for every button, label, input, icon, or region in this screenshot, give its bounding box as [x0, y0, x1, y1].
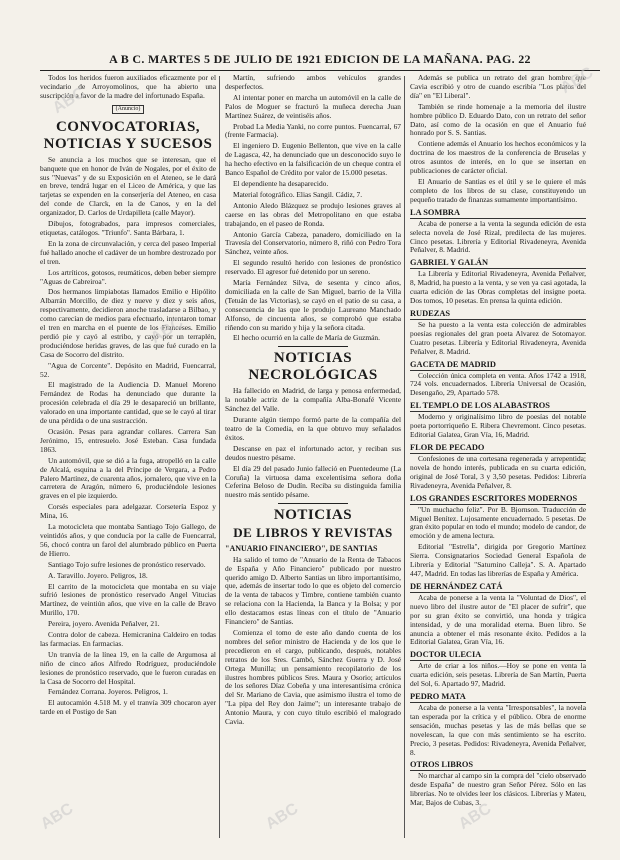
- column-3: [410, 74, 586, 844]
- paragraph: El día 29 del pasado Junio falleció en Puentedeume (La Coruña) la virtuosa dama excelentísima señora doña Ceferina Beloso de Dudín. Reciba su distinguida familia nuestro más sentido pésame.: [225, 463, 401, 500]
- book-notice: "Un muchacho feliz". Por B. Bjornson. Traducción de Miguel Benítez. Lujosamente encuadernado. 5 pesetas. De gran éxito popular en todo el mundo; modelo de candor, de emoción y de amena lectura.: [410, 504, 586, 541]
- paragraph: Descanse en paz el infortunado actor, y reciban sus deudos nuestro pésame.: [225, 443, 401, 462]
- paragraph: Contra dolor de cabeza. Hemicranina Caldeiro en todas las farmacias. En farmacias.: [40, 630, 216, 648]
- column-separator: [219, 76, 220, 838]
- book-heading: EL TEMPLO DE LOS ALABASTROS: [410, 401, 586, 412]
- book-heading: PEDRO MATA: [410, 692, 586, 703]
- paragraph: El magistrado de la Audiencia D. Manuel Moreno Fernández de Rodas ha denunciado que durante la procesión celebrada el día 29 le desapareció un brillante, valorado en una importante cantidad, que se le cayó al tirar de una pérdida o de una sustracción.: [40, 380, 216, 426]
- paragraph: Además se publica un retrato del gran hombre que Cavia escribió y otro de cuando escribía "Los platos del día" en "El Liberal".: [410, 74, 586, 100]
- book-heading: FLOR DE PECADO: [410, 443, 586, 454]
- book-notice: Confesiones de una cortesana regenerada y arrepentida; novela de hondo interés, publicada en su cuarta edición, original de José Toral, 3 y 3,50 pesetas. Pedidos: Librería Rivadeneyra, Avenida Peñalver, 8.: [410, 454, 586, 490]
- paragraph: Al intentar poner en marcha un automóvil en la calle de Palos de Moguer se fracturó la muñeca derecha Juan Martínez Suárez, de veintiséis años.: [225, 92, 401, 120]
- watermark: ABC: [37, 800, 77, 833]
- book-heading: DOCTOR ULECIA: [410, 650, 586, 661]
- book-heading: LA SOMBRA: [410, 208, 586, 219]
- paragraph: El hecho ocurrió en la calle de María de Guzmán.: [233, 333, 380, 343]
- column-1: [37, 74, 216, 844]
- paragraph: Ocasión. Pesas para agrandar collares. Carrera San Jerónimo, 15, entresuelo. José Esteban. Casa fundada 1863.: [40, 427, 216, 454]
- paragraph: El carrito de la motocicleta que montaba en su viaje sufrió lesiones de pronóstico reservado Angel Vitucias Martínez, de veintiún años, que vive en la calle de Bravo Murillo, 170.: [40, 581, 216, 618]
- watermark: ABC: [147, 314, 187, 347]
- watermark: ABC: [557, 64, 597, 97]
- paragraph: El dependiente ha desaparecido.: [233, 178, 329, 188]
- paragraph: Santiago Tojo sufre lesiones de pronóstico reservado.: [48, 559, 206, 569]
- book-notice: Colección única completa en venta. Años 1742 a 1918, 724 vols. encuadernados. Librería Universal de Ocasión, Desengaño, 29, Apartado 578.: [410, 370, 586, 398]
- book-notice: Arte de criar a los niños.—Hoy se pone en venta la cuarta edición, seis pesetas. Librería de San Martín, Puerta del Sol, 6. Apartado 97, Madrid.: [410, 661, 586, 689]
- section-title-libros: NOTICIAS DE LIBROS Y REVISTAS: [233, 507, 393, 541]
- book-heading: DE HERNÁNDEZ CATÁ: [410, 582, 586, 593]
- paragraph: Todos los heridos fueron auxiliados eficazmente por el vecindario de Arroyomolinos, que ha abierto una suscripción a favor de la madre del infortunado España.: [40, 74, 216, 100]
- column-separator: [404, 76, 405, 838]
- book-notice: Acaba de ponerse a la venta la segunda edición de esta selecta novela de José Rizal, predilecta de las mujeres. Cinco pesetas. Librería y Editorial Rivadeneyra, Avenida Peñalver, 8. Madrid.: [410, 218, 586, 255]
- book-notice: Editorial "Estrella", dirigida por Gregorio Martínez Sierra. Consignatarios Sociedad General Española de Librería y Editorial "Saturnino Calleja". S. A. Apartado 447, Madrid. En todas las librerías de España y América.: [410, 542, 586, 578]
- header-rule: [40, 70, 600, 71]
- paragraph: El segundo resultó herido con lesiones de pronóstico reservado. El agresor fué detenido por un sereno.: [225, 258, 401, 277]
- paragraph: Contiene además el Anuario los hechos económicos y la doctrina de los maestros de la conferencia de Bruselas y otros asuntos de interés, en lo que se insertan en publicaciones de carácter oficial.: [410, 139, 586, 176]
- paragraph: Dibujos, fotograbados, para impresos comerciales, etiquetas, catálogos. "Triunfo". Santa Bárbara, 1.: [40, 219, 216, 237]
- book-notice: No marchar al campo sin la compra del "cielo observado desde España" de nuestro gran Señor Pérez. Sólo en las librerías. No te olvides leer los clásicos. Librerías y Mateu, Mar, Bajos de Cubas, 3.: [410, 771, 586, 808]
- paragraph: En la zona de circunvalación, y cerca del paseo Imperial fué hallado anoche el cadáver de un hombre destrozado por el tren.: [40, 238, 216, 266]
- watermark: ABC: [49, 84, 89, 117]
- section-title-convocatorias: CONVOCATORIAS, NOTICIAS Y SUCESOS: [43, 118, 213, 152]
- book-heading: OTROS LIBROS: [410, 760, 586, 771]
- paragraph: El Anuario de Santias es el útil y se le quiere el más completo de los libros de su clase, constituyendo un pequeño tratado de finanzas sumamente importantísimo.: [410, 176, 586, 204]
- paragraph: Dos hermanos limpiabotas llamados Emilio e Hipólito Albarrán Morcillo, de diez y nueve y diez y seis años, respectivamente, decidieron anoche trasladarse a Bilbao, y como carecían de medios para efectuarlo, intentaron tomar el tren en marcha en el puente de los Franceses. Emilio perdió pie y cayó al estribo, y cayó por un terraplén, produciéndose heridas graves, de las que fué curado en la Casa de Socorro del distrito.: [40, 287, 216, 359]
- paragraph: Comienza el tomo de este año dando cuenta de los nombres del señor ministro de Hacienda y de los que le precedieron en el cargo, publicando, después, notables retratos de los Sres. Cambó, Sánchez Guerra y D. José Ortega Munilla; un pensamiento recopilatorio de los ilustres hombres públicos Sres. Maura y Osorio; artículos de los señores Díaz Cobeña y una interesantísima crónica del Sr. Mariano de Cavia, que asimismo ilustra el tomo de "La pipa del Rey don Jaime"; un interesante trabajo de Antonio Maura, y con cuyo título escribió el malogrado Cavia.: [225, 628, 401, 727]
- paragraph: El autocamión 4.518 M. y el tranvía 309 chocaron ayer tarde en el Postigo de San: [40, 698, 216, 717]
- paragraph: Fernández Corrana. Joyeros. Peligros, 1.: [48, 687, 168, 697]
- paragraph: Ha salido el tomo de "Anuario de la Renta de Tabacos de España y Año Financiero" publicado por nuestro querido amigo D. Alberto Santias un libro importantísimo, que, además de insertar todo lo que es objeto del comercio de la venta de tabacos y Timbre, contiene también cuanto se relaciona con la Hacienda, la Banca y la Bolsa; y por ello destacamos estas líneas con el título de "Anuario Financiero" de Santias.: [225, 554, 401, 627]
- section-title-necrologicas: NOTICIAS NECROLÓGICAS: [248, 350, 378, 384]
- paragraph: María Fernández Silva, de sesenta y cinco años, domiciliada en la calle de San Miguel, barrio de la Villa (Tetuán de las Victorias), se cayó en el patio de su casa, a consecuencia de las que le produjo Laureano Manchado Alfonso, de cincuenta años, se comprobó que estaba riñendo con su marido y hija y la señora citada.: [225, 278, 401, 332]
- paragraph: Antonio Aledo Blázquez se produjo lesiones graves al caerse en las obras del Metropolitano en que estaba trabajando, en el paseo de Ronda.: [225, 200, 401, 228]
- watermark: ABC: [262, 800, 302, 833]
- page-header: A B C. MARTES 5 DE JULIO DE 1921 EDICION DE LA MAÑANA. PAG. 22: [109, 52, 531, 66]
- paragraph: Ha fallecido en Madrid, de larga y penosa enfermedad, la notable actriz de la compañía Alba-Bonafé Vicente Sánchez del Valle.: [225, 386, 401, 414]
- paragraph: Durante algún tiempo formó parte de la compañía del teatro de la Comedia, en la que obtuvo muy señalados éxitos.: [225, 415, 401, 442]
- paragraph: La motocicleta que montaba Santiago Tojo Gallego, de veintidós años, y que conducía por la calle de Fuencarral, 56, chocó contra un farol del alumbrado público en Puerta de Hierro.: [40, 522, 216, 558]
- book-notice: Se ha puesto a la venta esta colección de admirables poesías regionales del gran poeta Alvarez de Sotomayor. Cuatro pesetas. Librería y Editorial Rivadeneyra, Avenida Peñalver, 8. Madrid.: [410, 319, 586, 356]
- book-notice: Acaba de ponerse a la venta "Irresponsables", la novela tan esperada por la crítica y el público. Obra de enorme sensación, muchas pesetas y las de más bellas que se novelescan, la que con más sentimiento se ha escrito. Precio, 3 pesetas. Pedidos: Rivadeneyra, Avenida Peñalver, 8.: [410, 703, 586, 757]
- book-notice: Moderno y originalísimo libro de poesías del notable poeta portorriqueño E. Ribera Chevremont. Cinco pesetas. Editorial Galatea, Gran Vía, 16, Madrid.: [410, 412, 586, 440]
- paragraph: Corsés especiales para adelgazar. Corsetería Espoz y Mina, 16.: [40, 502, 216, 521]
- book-heading: GACETA DE MADRID: [410, 360, 586, 371]
- paragraph: Los artríticos, gotosos, reumáticos, deben beber siempre "Aguas de Cabreiroa".: [40, 267, 216, 286]
- paragraph: "Agua de Corcente". Depósito en Madrid, Fuencarral, 52.: [40, 360, 216, 379]
- paragraph: A. Taravillo. Joyero. Peligros, 18.: [48, 570, 148, 580]
- paragraph: Se anuncia a los muchos que se interesan, que el banquete que en honor de Iván de Nogales, por el éxito de sus "Nuevas" y de su Exposición en el Ateneo, se le dará en breve, tendrá lugar en el Liceo de América, y que las tarjetas se expenden en la conserjería del Ateneo, en casa del conde de Clarck, en la de Canos, y en la del organizador, D. Carlos de Urdapilleta (calle Mayor).: [40, 154, 216, 218]
- paragraph: Martín, sufriendo ambos vehículos grandes desperfectos.: [225, 74, 401, 91]
- subheading-anuario: "ANUARIO FINANCIERO", DE SANTIAS: [225, 544, 378, 554]
- paragraph: Pereira, joyero. Avenida Peñalver, 21.: [48, 619, 160, 629]
- tag-label: (Anuncio): [112, 105, 145, 114]
- book-notice: La Librería y Editorial Rivadeneyra, Avenida Peñalver, 8, Madrid, ha puesto a la venta, y se ven ya casi agotada, la cuarta edición de las Obras completas del insigne poeta. Dos tomos, 10 pesetas. En prensa la quinta edición.: [410, 269, 586, 306]
- paragraph: Antonio García Cabeza, panadero, domiciliado en la Travesía del Conservatorio, número 8, riñó con Pedro Tora Sánchez, veinte años.: [225, 229, 401, 257]
- paragraph: También se rinde homenaje a la memoria del ilustre hombre público D. Eduardo Dato, con un retrato del señor Dato, así como de la ocasión en que el Anuario fué honrado por S. S. Santias.: [410, 101, 586, 138]
- book-notice: Acaba de ponerse a la venta la "Voluntad de Dios", el nuevo libro del ilustre autor de "El placer de sufrir", que por su gran éxito se convirtió, una honda y trágica intensidad, y de una moralidad eterna. Buen libro. Se anuncia a obtener el más resonante éxito. Pedidos a la Editorial Galatea, Gran Vía, 16.: [410, 592, 586, 647]
- column-2: [225, 74, 401, 844]
- book-heading: RUDEZAS: [410, 309, 586, 320]
- watermark: ABC: [455, 800, 495, 833]
- paragraph: Un automóvil, que se dió a la fuga, atropelló en la calle de Alcalá, esquina a la del Príncipe de Vergara, a Pedro Palero Martínez, de cuarenta años, jornalero, que vive en la carretera de Aragón, número 6, produciéndole lesiones graves en el pie izquierdo.: [40, 455, 216, 501]
- book-heading: LOS GRANDES ESCRITORES MODERNOS: [410, 494, 586, 505]
- paragraph: Un tranvía de la línea 19, en la calle de Argumosa al niño de cinco años Alfredo Rodríguez, produciéndole lesiones de pronóstico reservado, que le fueron curadas en la Casa de Socorro del Hospital.: [40, 649, 216, 686]
- paragraph: Material fotográfico. Elias Sangil. Cádiz, 7.: [233, 189, 363, 199]
- paragraph: El ingeniero D. Eugenio Bellenton, que vive en la calle de Lagasca, 42, ha denunciado que un desconocido suyo le ha hecho efectivo en la falsificación de un cheque contra el Banco Español de Crédito por valor de 15.000 pesetas.: [225, 141, 401, 178]
- book-heading: GABRIEL Y GALÁN: [410, 258, 586, 269]
- paragraph: Probad La Media Yanki, no corre puntos. Fuencarral, 67 (frente Farmacia).: [225, 121, 401, 140]
